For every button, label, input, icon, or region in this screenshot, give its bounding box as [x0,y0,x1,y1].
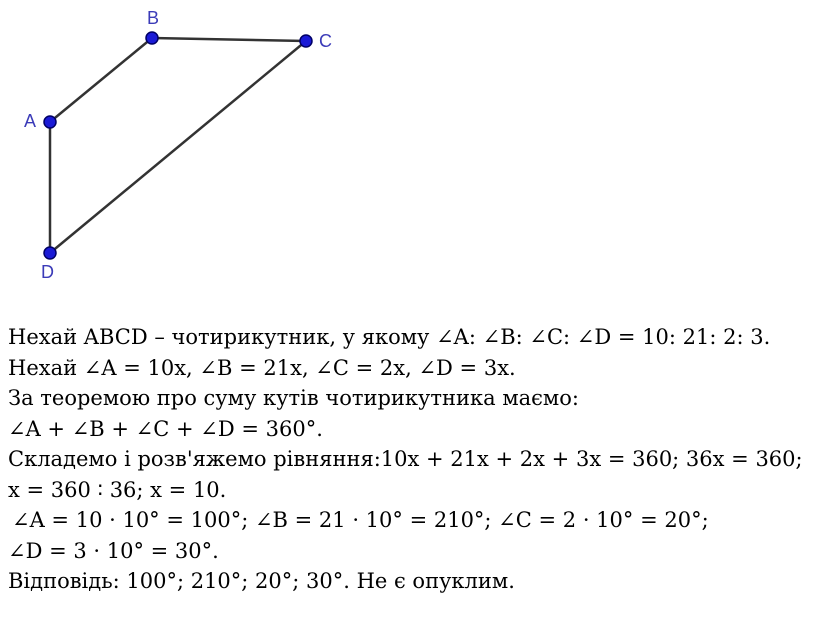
solution-line-6: x = 360 ∶ 36; x = 10. [8,477,227,502]
segment-cd [50,41,306,253]
solution-line-1: Нехай ABCD – чотирикутник, у якому ∠A: ∠B: ∠C: ∠D = 10: 21: 2: 3. [8,325,771,349]
label-d: D [41,262,54,282]
point-c [300,35,312,47]
solution-line-9: Відповідь: 100°; 210°; 20°; 30°. Не є опуклим. [8,569,515,593]
solution-line-7: ∠A = 10 · 10° = 100°; ∠B = 21 · 10° = 210°; ∠C = 2 · 10° = 20°; [12,508,709,532]
segment-bc [152,38,306,41]
point-b [146,32,158,44]
solution-line-4: ∠A + ∠B + ∠C + ∠D = 360°. [8,416,323,441]
solution-line-2: Нехай ∠A = 10x, ∠B = 21x, ∠C = 2x, ∠D = 3x. [8,355,516,380]
point-a [44,116,56,128]
label-b: B [147,8,160,28]
point-d [44,247,56,259]
solution-line-8: ∠D = 3 · 10° = 30°. [8,538,219,563]
label-c: C [319,31,332,51]
solution-text [8,322,823,597]
solution-line-5: Складемо і розв'яжемо рівняння:10x + 21x + 2x + 3x = 360; 36x = 360; [8,447,803,471]
solution-line-3: За теоремою про суму кутів чотирикутника маємо: [8,386,579,410]
label-a: A [24,111,37,131]
segment-ab [50,38,152,122]
quadrilateral-diagram [0,0,829,300]
